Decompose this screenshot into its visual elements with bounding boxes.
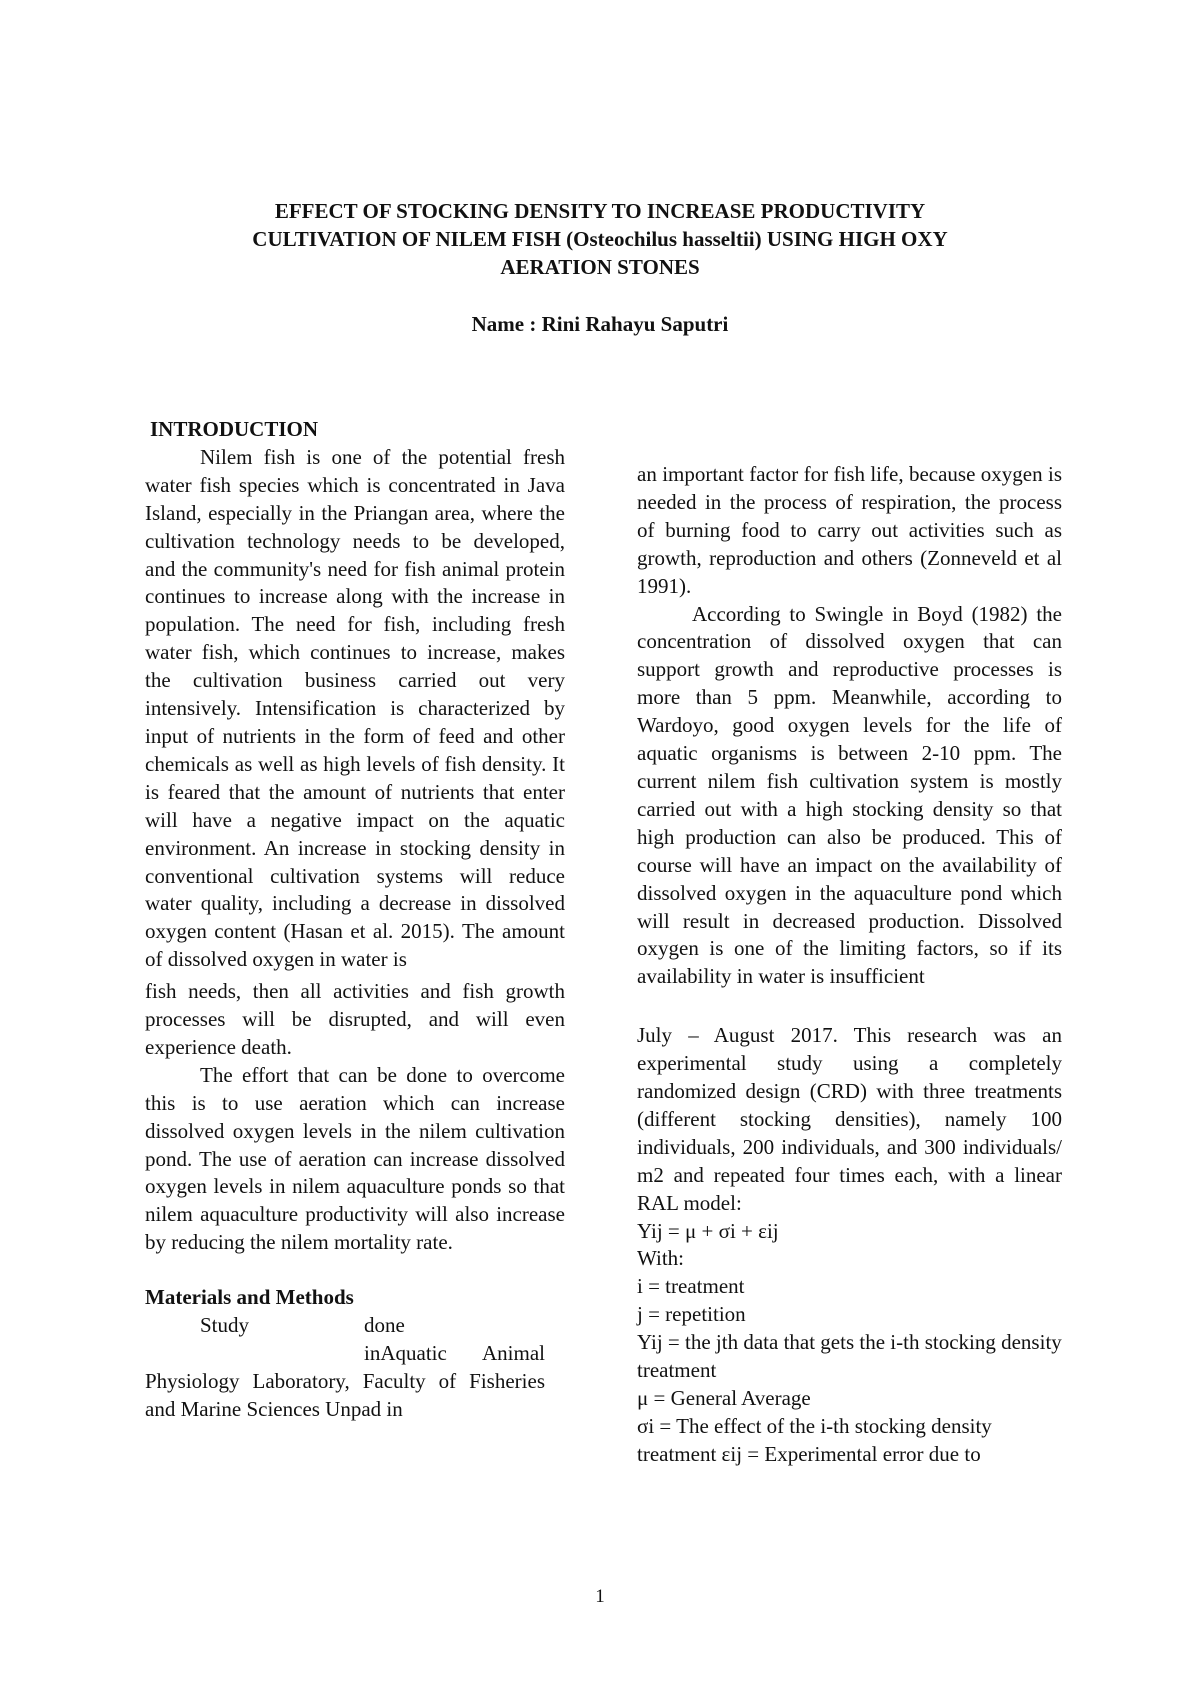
author-name: Name : Rini Rahayu Saputri [471, 312, 729, 336]
intro-paragraph-3: The effort that can be done to overcome this is to use aeration which can increase dissolved oxygen levels in the nilem cultivation pond. The use of aeration can increase dissolved oxygen levels in nilem aquaculture ponds so that nilem aquaculture productivity will also increase by reducing the nilem mortality rate. [145, 1062, 565, 1255]
page-number: 1 [595, 1586, 605, 1607]
with-label: With: [637, 1246, 684, 1271]
ral-equation: Yij = μ + σi + εij [637, 1218, 779, 1243]
materials-methods-heading: Materials and Methods [145, 1285, 354, 1310]
methods-line-2: inAquatic Animal [364, 1341, 545, 1365]
methods-rest: Physiology Laboratory, Faculty of Fisheries and Marine Sciences Unpad in [145, 1368, 545, 1421]
intro-paragraph-2: fish needs, then all activities and fish growth processes will be disrupted, and will even experience death. [145, 979, 565, 1059]
right-paragraph-2: According to Swingle in Boyd (1982) the concentration of dissolved oxygen that can support growth and reproductive processes is more than 5 ppm. Meanwhile, according to Wardoyo, good oxygen levels for the life of aquatic organisms is between 2-10 ppm. The current nilem fish cultivation system is mostly carried out with a high stocking density so that high production can also be produced. This of course will have an impact on the availability of dissolved oxygen in the aquaculture pond which will result in decreased production. Dissolved oxygen is one of the limiting factors, so if its availability in water is insufficient [637, 601, 1062, 989]
introduction-heading: INTRODUCTION [150, 417, 319, 441]
definition-yij: Yij = the jth data that gets the i-th stocking density treatment [637, 1330, 1062, 1383]
paper-title [150, 197, 1050, 281]
title-line-2: CULTIVATION OF NILEM FISH (Osteochilus hasseltii) USING HIGH OXY [252, 227, 948, 251]
right-column [637, 461, 1062, 1469]
title-line-1: EFFECT OF STOCKING DENSITY TO INCREASE PRODUCTIVITY [274, 199, 926, 223]
left-column [145, 416, 565, 1424]
definition-j: j = repetition [637, 1302, 746, 1327]
right-paragraph-3: July – August 2017. This research was an experimental study using a completely randomized design (CRD) with three treatments (different stocking densities), namely 100 individuals, 200 individuals, and 300 individuals/ m2 and repeated four times each, with a linear RAL model: [637, 1023, 1062, 1215]
definition-sigma: σi = The effect of the i-th stocking density treatment εij = Experimental error due to [637, 1413, 992, 1466]
methods-paragraph [145, 1312, 545, 1424]
title-line-3: AERATION STONES [500, 255, 700, 279]
methods-word-study: Study [200, 1313, 250, 1338]
right-paragraph-1: an important factor for fish life, because oxygen is needed in the process of respiration, the process of burning food to carry out activities such as growth, reproduction and others (Zonneveld et al 1991). [637, 462, 1062, 598]
methods-study-line [145, 1312, 545, 1340]
methods-word-done: done [364, 1313, 405, 1338]
intro-paragraph-1: Nilem fish is one of the potential fresh water fish species which is concentrated in Java Island, especially in the Priangan area, where the cultivation technology needs to be developed, and the community's need for fish animal protein continues to increase along with the increase in population. The need for fish, including fresh water fish, which continues to increase, makes the cultivation business carried out very intensively. Intensification is characterized by input of nutrients in the form of feed and other chemicals as well as high levels of fish density. It is feared that the amount of nutrients that enter will have a negative impact on the aquatic environment. An increase in stocking density in conventional cultivation systems will reduce water quality, including a decrease in dissolved oxygen content (Hasan et al. 2015). The amount of dissolved oxygen in water is [145, 444, 565, 972]
definition-i: i = treatment [637, 1274, 745, 1299]
definition-mu: μ = General Average [637, 1386, 811, 1410]
